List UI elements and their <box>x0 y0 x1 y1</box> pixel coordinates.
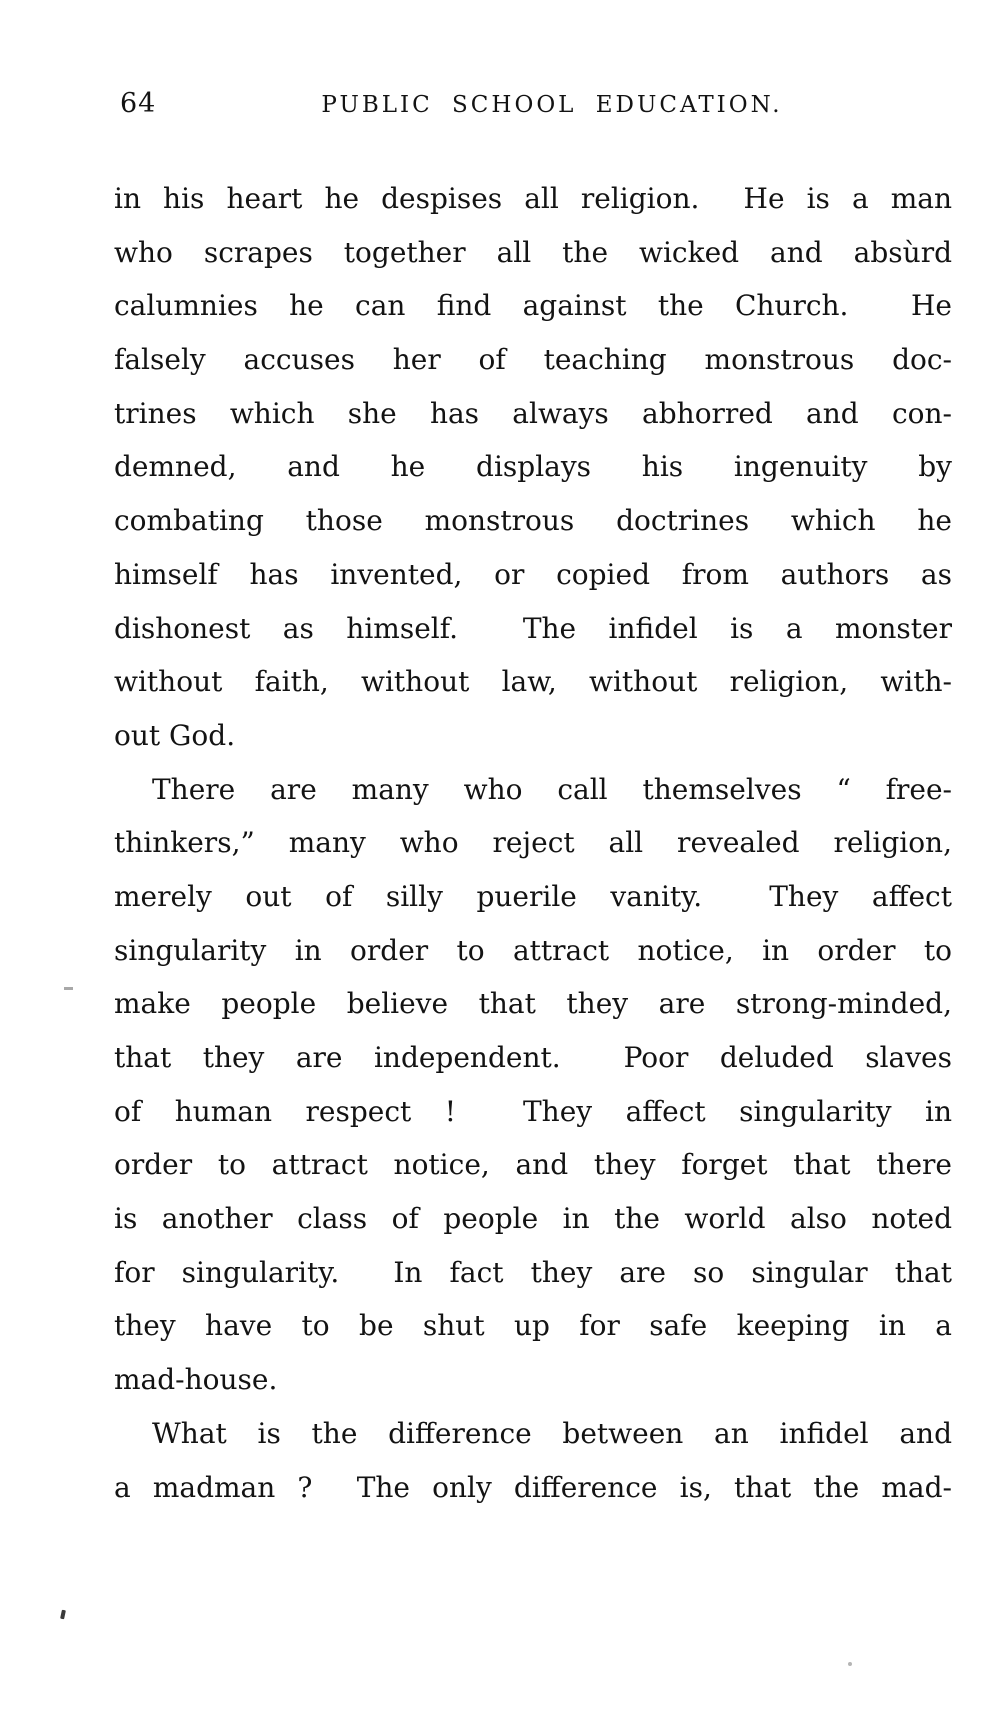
text-line: in his heart he despises all religion. He is a man <box>114 182 952 215</box>
text-line: a madman ? The only difference is, that the mad- <box>114 1470 952 1504</box>
text-line: thinkers,” many who reject all revealed religion, <box>114 826 952 860</box>
text-line: that they are independent. Poor deluded slaves <box>114 1041 952 1074</box>
text-line: they have to be shut up for safe keeping in a <box>114 1309 952 1343</box>
text-line: order to attract notice, and they forget that there <box>114 1148 952 1182</box>
scan-speck <box>64 987 73 990</box>
text-line: make people believe that they are strong-minded, <box>114 987 952 1021</box>
text-line: himself has invented, or copied from authors as <box>114 557 952 591</box>
text-line: who scrapes together all the wicked and absùrd <box>114 235 952 269</box>
text-line: What is the difference between an infidel and <box>152 1416 952 1450</box>
scan-speck <box>60 1610 66 1620</box>
text-line: trines which she has always abhorred and con- <box>114 396 952 430</box>
page-body <box>114 172 952 1514</box>
text-line: out God. <box>114 718 236 752</box>
text-line: demned, and he displays his ingenuity by <box>114 450 952 484</box>
text-line: singularity in order to attract notice, in order to <box>114 933 952 967</box>
page-number: 64 <box>120 88 157 119</box>
text-line: There are many who call themselves “ free- <box>152 772 952 806</box>
text-line: for singularity. In fact they are so singular that <box>114 1255 952 1289</box>
scan-speck <box>848 1662 852 1666</box>
text-line: is another class of people in the world also noted <box>114 1202 952 1236</box>
text-line: merely out of silly puerile vanity. They affect <box>114 879 952 913</box>
text-line: mad-house. <box>114 1363 278 1397</box>
text-line: calumnies he can find against the Church. He <box>114 289 952 323</box>
running-header-title: PUBLIC SCHOOL EDUCATION. <box>321 92 783 118</box>
text-line: falsely accuses her of teaching monstrous doc- <box>114 343 952 377</box>
running-head <box>114 88 954 128</box>
text-line: combating those monstrous doctrines which he <box>114 504 952 538</box>
text-line: without faith, without law, without religion, with- <box>114 665 952 699</box>
text-line: dishonest as himself. The infidel is a monster <box>114 611 952 645</box>
text-line: of human respect ! They affect singularity in <box>114 1094 952 1128</box>
